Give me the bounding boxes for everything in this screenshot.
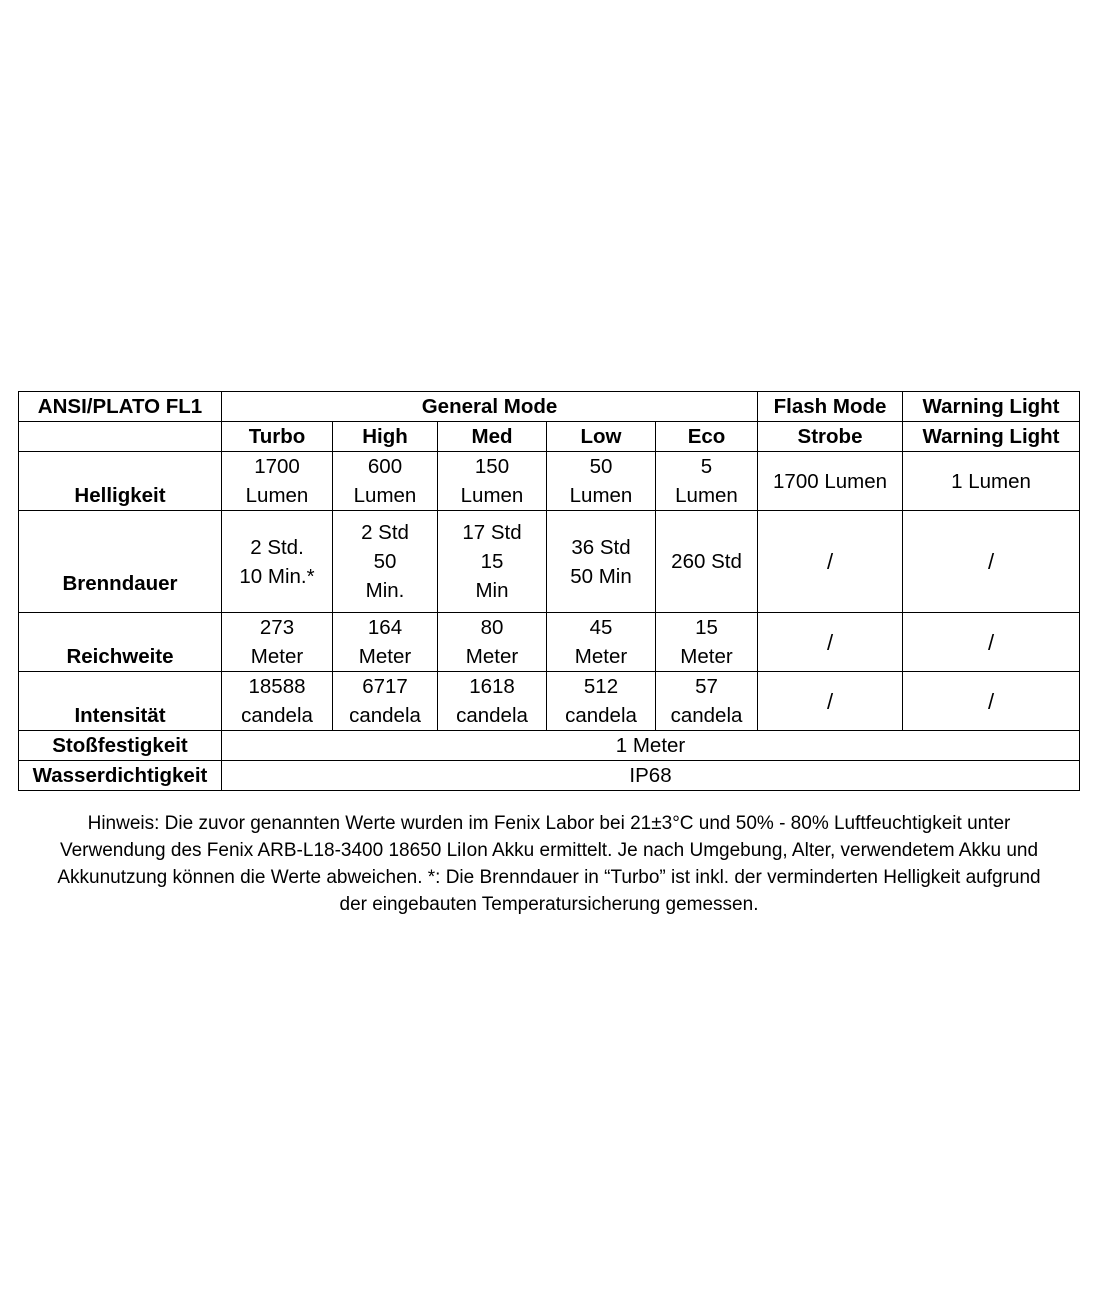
table-cell: 1618 candela (438, 672, 547, 731)
mode-warning-light-header: Warning Light (903, 422, 1080, 452)
table-row (19, 613, 1080, 672)
header-empty-cell (19, 422, 222, 452)
table-cell: / (758, 511, 903, 613)
spec-table (18, 391, 1080, 791)
table-cell: 45 Meter (547, 613, 656, 672)
mode-turbo-header: Turbo (222, 422, 333, 452)
table-cell: 15 Meter (656, 613, 758, 672)
table-cell: / (758, 672, 903, 731)
impact-value: 1 Meter (222, 731, 1080, 761)
table-cell: / (903, 672, 1080, 731)
table-cell: 5 Lumen (656, 452, 758, 511)
row-label-reichweite: Reichweite (19, 613, 222, 672)
table-row (19, 452, 1080, 511)
footnote-line: Akkunutzung können die Werte abweichen. *: Die Brenndauer in “Turbo” ist inkl. der verminderten Helligkeit aufgrund (57, 867, 1041, 888)
table-cell: / (758, 613, 903, 672)
footnote (14, 810, 1084, 918)
row-label-brenndauer: Brenndauer (19, 511, 222, 613)
table-row (19, 511, 1080, 613)
table-cell: 50 Lumen (547, 452, 656, 511)
mode-low-header: Low (547, 422, 656, 452)
table-cell: 2 Std. 10 Min.* (222, 511, 333, 613)
table-cell: / (903, 511, 1080, 613)
mode-eco-header: Eco (656, 422, 758, 452)
table-row (19, 731, 1080, 761)
table-cell: 6717 candela (333, 672, 438, 731)
row-label-wasserdichtigkeit: Wasserdichtigkeit (19, 761, 222, 791)
mode-high-header: High (333, 422, 438, 452)
footnote-line: Verwendung des Fenix ARB-L18-3400 18650 LiIon Akku ermittelt. Je nach Umgebung, Alter, verwendetem Akku und (59, 840, 1039, 861)
table-cell: 17 Std 15 Min (438, 511, 547, 613)
table-cell: 36 Std 50 Min (547, 511, 656, 613)
mode-med-header: Med (438, 422, 547, 452)
table-cell: 164 Meter (333, 613, 438, 672)
footnote-line: Hinweis: Die zuvor genannten Werte wurden im Fenix Labor bei 21±3°C und 50% - 80% Luftfeuchtigkeit unter (87, 813, 1011, 834)
table-cell: 57 candela (656, 672, 758, 731)
table-cell: 1 Lumen (903, 452, 1080, 511)
table-cell: 1700 Lumen (222, 452, 333, 511)
row-label-stossfestigkeit: Stoßfestigkeit (19, 731, 222, 761)
table-cell: 600 Lumen (333, 452, 438, 511)
general-mode-header: General Mode (222, 392, 758, 422)
table-cell: 1700 Lumen (758, 452, 903, 511)
table-row (19, 761, 1080, 791)
table-cell: 2 Std 50 Min. (333, 511, 438, 613)
row-label-helligkeit: Helligkeit (19, 452, 222, 511)
table-cell: 150 Lumen (438, 452, 547, 511)
water-value: IP68 (222, 761, 1080, 791)
table-cell: 512 candela (547, 672, 656, 731)
footnote-line: der eingebauten Temperatursicherung gemessen. (339, 894, 759, 915)
table-cell: 18588 candela (222, 672, 333, 731)
table-cell: 260 Std (656, 511, 758, 613)
row-label-intensitaet: Intensität (19, 672, 222, 731)
mode-strobe-header: Strobe (758, 422, 903, 452)
header-row-2 (19, 422, 1080, 452)
table-cell: / (903, 613, 1080, 672)
flash-mode-header: Flash Mode (758, 392, 903, 422)
warning-light-header: Warning Light (903, 392, 1080, 422)
table-cell: 273 Meter (222, 613, 333, 672)
corner-header: ANSI/PLATO FL1 (19, 392, 222, 422)
table-cell: 80 Meter (438, 613, 547, 672)
table-row (19, 672, 1080, 731)
header-row-1 (19, 392, 1080, 422)
